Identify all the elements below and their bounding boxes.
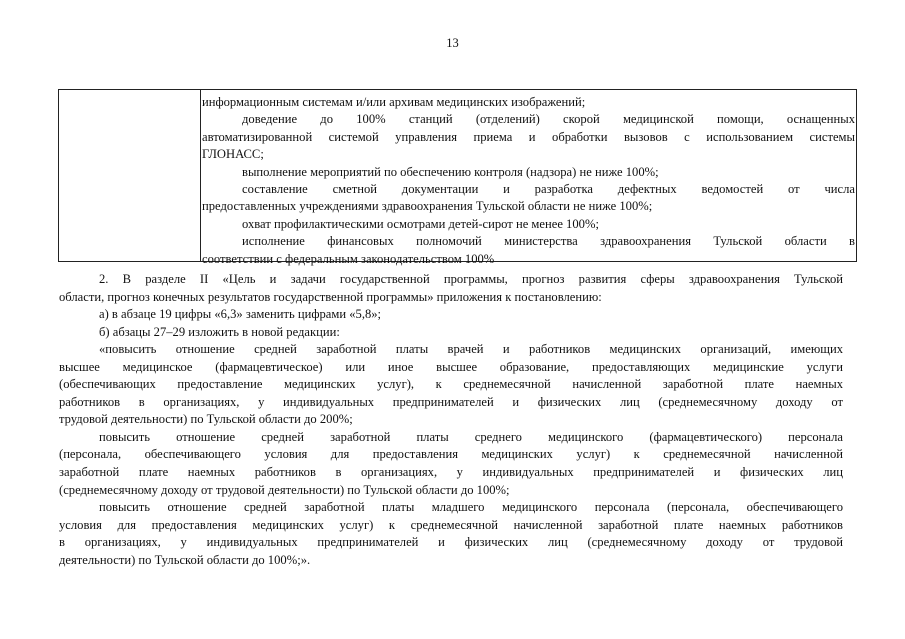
paragraph-line: повысить отношение средней заработной платы младшего медицинского персонала (персонала, обеспечивающего	[99, 500, 843, 515]
page-number: 13	[446, 36, 459, 50]
paragraph-line: трудовой деятельности) по Тульской области до 200%;	[59, 412, 353, 427]
table-line: охват профилактическими осмотрами детей-сирот не менее 100%;	[242, 216, 599, 231]
amendment-text	[59, 271, 843, 569]
table-line: составление сметной документации и разработка дефектных ведомостей от числа	[242, 181, 855, 196]
table-line: автоматизированной системой управления приема и обработки вызовов с использованием системы	[202, 129, 855, 144]
paragraph-line: (персонала, обеспечивающего условия для предоставления медицинских услуг) к среднемесячной начисленной	[59, 447, 843, 462]
paragraph-line: «повысить отношение средней заработной платы врачей и работников медицинских организаций, имеющих	[99, 342, 843, 357]
paragraph-line: (среднемесячному доходу от трудовой деятельности) по Тульской области до 100%;	[59, 482, 510, 497]
paragraph-line: а) в абзаце 19 цифры «6,3» заменить цифрами «5,8»;	[99, 307, 382, 322]
paragraph-line: условия для предоставления медицинских услуг) к среднемесячной начисленной заработной плате наемных работников	[59, 517, 843, 532]
paragraph-line: высшее медицинское (фармацевтическое) или иное высшее образование, предоставляющих медицинские услуги	[59, 359, 843, 374]
paragraph-line: области, прогноз конечных результатов государственной программы» приложения к постановлению:	[59, 289, 602, 304]
table-right-cell	[202, 94, 855, 268]
paragraph-line: б) абзацы 27–29 изложить в новой редакции:	[99, 324, 340, 339]
paragraph-line: заработной плате наемных работников в организациях, у индивидуальных предпринимателей и физических лиц	[59, 465, 843, 480]
paragraph-line: повысить отношение средней заработной платы среднего медицинского (фармацевтического) персонала	[99, 429, 843, 444]
table-line: доведение до 100% станций (отделений) скорой медицинской помощи, оснащенных	[242, 112, 855, 127]
table-line: предоставленных учреждениями здравоохранения Тульской области не ниже 100%;	[202, 199, 653, 214]
paragraph-line: 2. В разделе II «Цель и задачи государственной программы, прогноз развития сферы здравоохранения Тульской	[99, 272, 843, 286]
paragraph-line: в организациях, у индивидуальных предпринимателей и физических лиц (среднемесячному доходу от трудовой	[59, 535, 843, 550]
table-line: информационным системам и/или архивам медицинских изображений;	[202, 95, 586, 109]
table-line: выполнение мероприятий по обеспечению контроля (надзора) не ниже 100%;	[242, 164, 659, 179]
table-line: исполнение финансовых полномочий министерства здравоохранения Тульской области в	[242, 234, 855, 249]
indicators-table	[58, 89, 857, 266]
table-left-cell	[59, 90, 201, 261]
table-line: ГЛОНАСС;	[202, 147, 264, 162]
paragraph-line: работников в организациях, у индивидуальных предпринимателей и физических лиц (среднемесячному доходу от	[59, 394, 843, 409]
paragraph-line: деятельности) по Тульской области до 100%;».	[59, 552, 311, 567]
paragraph-line: (обеспечивающих предоставление медицинских услуг), к среднемесячной начисленной заработной плате наемных	[59, 377, 843, 392]
table-line: соответствии с федеральным законодательством 100%	[202, 251, 495, 266]
